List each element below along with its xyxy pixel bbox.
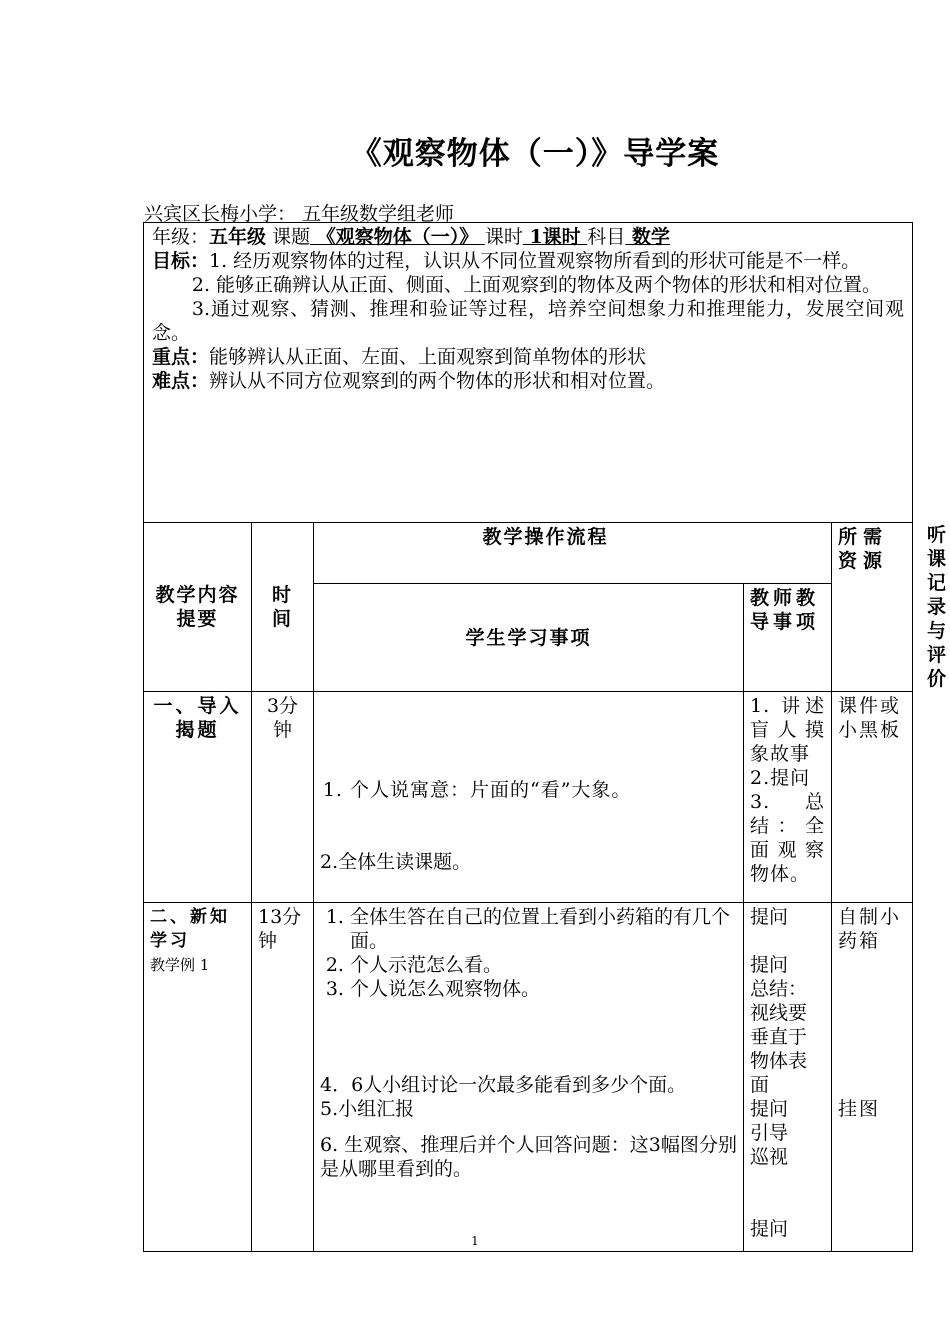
row2-student-item-3: 3. 个人说怎么观察物体。 <box>350 977 737 1001</box>
header-resources: 所需资源 <box>832 523 913 692</box>
table-row <box>144 692 913 903</box>
row2-student <box>314 903 744 1252</box>
document-title: 《观察物体（一）》导学案 <box>350 136 720 172</box>
subject-value: 数学 <box>625 226 670 248</box>
row2-content: 二、新知学习 教学例 1 <box>144 903 252 1252</box>
row1-time: 3分钟 <box>252 692 314 903</box>
goal-2: 2. 能够正确辨认从正面、侧面、上面观察到的物体及两个物体的形状和相对位置。 <box>191 274 882 296</box>
lesson-info-cell <box>144 223 913 523</box>
row2-student-item-5: 5.小组汇报 <box>320 1098 415 1120</box>
school-line: 兴宾区长梅小学： 五年级数学组老师 <box>144 203 455 225</box>
row2-student-item-1: 1. 全体生答在自己的位置上看到小药箱的有几个面。 <box>350 905 737 953</box>
row1-content: 一、导入揭题 <box>144 692 252 903</box>
difficult-point: 难点：辨认从不同方位观察到的两个物体的形状和相对位置。 <box>152 370 666 392</box>
row1-student-item-2: 2.全体生读课题。 <box>320 851 472 873</box>
page-number: 1 <box>471 1234 479 1248</box>
header-flow: 教学操作流程 <box>314 523 832 584</box>
lesson-meta-line: 年级：五年级 课题 《观察物体（一）》 课时 1课时 科目 数学 <box>152 226 670 248</box>
lesson-plan-table: 年级：五年级 课题 《观察物体（一）》 课时 1课时 科目 数学 目标：1. 经历观察物体的过程，认识从不同位置观察物所看到的形状可能是不一样。 2. 能够正确辨认从正面、侧面、上面观察到的物体及两个物体的形状和相对位置。 3.通过观察、猜测、推理和验证等过程，培养空间想象力和推理能力，发展空间观念。 重点：能够辨认从正面、左面、上面观察到简单物体的形状 难点：辨认从不同方位观察到的两个物体的形状和相对位置。 教学内容提要 时间 教学操作流程 所需资源 听课记录与评价 学生学习事项 教师教导事项 一、导入揭题 3分钟 1. 个人说寓意：片面的“看”大象。 2.全体生读课题。 1. 讲述盲人摸象故事 2.提问 3. 总结：全面观察物体。 课件或小黑板 二、新知学习 教学例 1 13分钟 1. 全体生答在自己的位置上看到小药箱的有几个面。 2. 个人示范怎么看。 3. 个人说怎么观察物体。 4．6人小组讨论一次最多能看到多少个面。 5.小组汇报 6. 生观察、推理后并个人回答问题：这3幅图分别是从哪里看到的。 提问 提问 总结：视线要垂直于物体表面 提问 引导 巡视 提问 自制小药箱 挂图 <box>143 222 913 1252</box>
row2-teacher: 提问 提问 总结：视线要垂直于物体表面 提问 引导 巡视 提问 <box>744 903 832 1252</box>
header-student: 学生学习事项 <box>314 584 744 692</box>
header-teacher: 教师教导事项 <box>744 584 832 692</box>
row2-resources: 自制小药箱 挂图 <box>832 903 913 1252</box>
row2-time: 13分钟 <box>252 903 314 1252</box>
goal-3: 3.通过观察、猜测、推理和验证等过程，培养空间想象力和推理能力，发展空间观念。 <box>152 298 904 344</box>
table-row <box>144 903 913 1252</box>
row1-student <box>314 692 744 903</box>
header-content: 教学内容提要 <box>144 523 252 692</box>
topic-value: 《观察物体（一）》 <box>310 226 485 248</box>
row2-student-item-4: 4．6人小组讨论一次最多能看到多少个面。 <box>320 1074 687 1096</box>
row1-student-item-1: 1. 个人说寓意：片面的“看”大象。 <box>350 778 737 802</box>
grade-value: 五年级 <box>209 226 267 248</box>
goal-1: 目标：1. 经历观察物体的过程，认识从不同位置观察物所看到的形状可能是不一样。 <box>152 250 861 272</box>
row1-teacher: 1. 讲述盲人摸象故事 2.提问 3. 总结：全面观察物体。 <box>744 692 832 903</box>
row2-student-item-2: 2. 个人示范怎么看。 <box>350 953 737 977</box>
period-value: 1课时 <box>522 226 588 248</box>
header-time: 时间 <box>252 523 314 692</box>
row2-student-item-6: 6. 生观察、推理后并个人回答问题：这3幅图分别是从哪里看到的。 <box>320 1134 737 1180</box>
row1-resources: 课件或小黑板 <box>832 692 913 903</box>
key-point: 重点：能够辨认从正面、左面、上面观察到简单物体的形状 <box>152 346 647 368</box>
